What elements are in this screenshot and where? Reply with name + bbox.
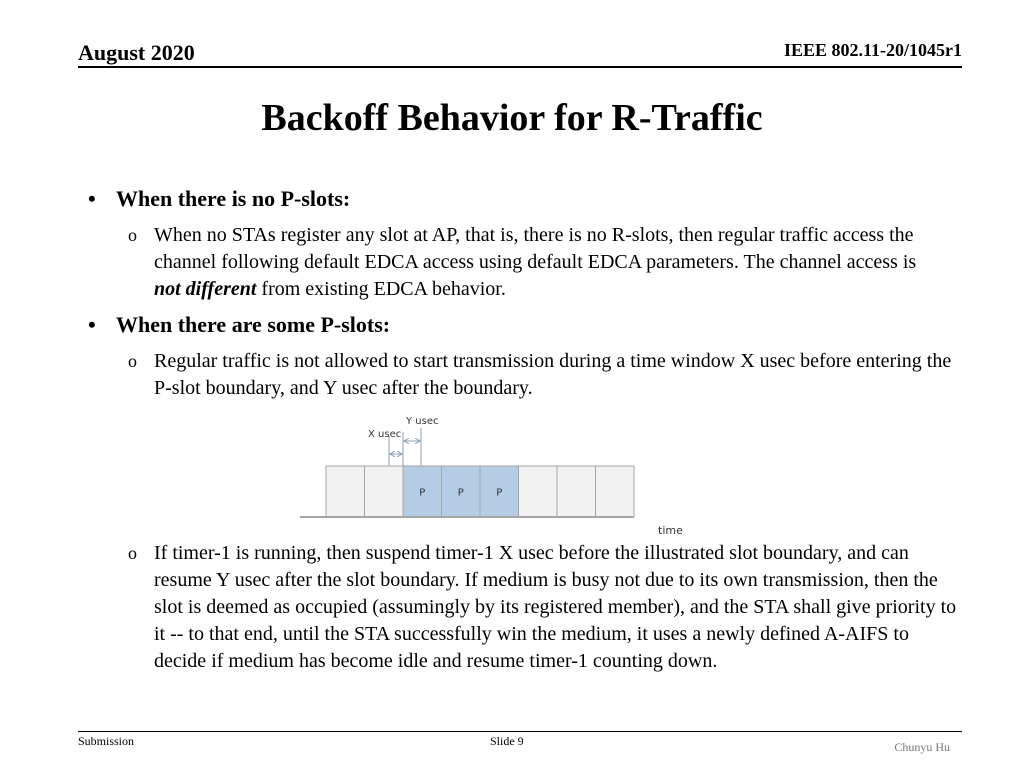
bullet-text: When there is no P-slots: (116, 186, 351, 211)
sub-bullet-circle-icon: o (128, 351, 137, 371)
empty-slot (519, 466, 558, 517)
p-slot-label: P (457, 487, 464, 499)
time-axis-label: time (658, 524, 683, 537)
footer-slide-number: Slide 9 (490, 734, 524, 748)
empty-slot (557, 466, 596, 517)
slide-title: Backoff Behavior for R-Traffic (261, 97, 763, 139)
sub-bullet-circle-icon: o (128, 225, 137, 245)
subbullet-text: Regular traffic is not allowed to start transmission during a time window X usec before entering the P-slot boundary, and Y usec after the boundary. (154, 350, 952, 399)
bullet-some-p-slots (88, 312, 391, 338)
footer-author: Chunyu Hu (894, 740, 950, 754)
empty-slot (326, 466, 365, 517)
bullet-text: When there are some P-slots: (116, 312, 391, 337)
p-slot-label: P (419, 487, 426, 499)
subbullet-text: When no STAs register any slot at AP, that is, there is no R-slots, then regular traffic access the channel following default EDCA access using default EDCA parameters. The channel access is (154, 224, 917, 273)
subbullet-regular-traffic (128, 348, 964, 402)
bullet-dot-icon: • (88, 312, 96, 337)
x-usec-label: X usec (368, 429, 402, 440)
y-usec-label: Y usec (406, 416, 439, 427)
empty-slot (365, 466, 404, 517)
document-id: IEEE 802.11-20/1045r1 (783, 40, 962, 60)
subbullet-timer-1 (128, 540, 964, 675)
bullet-dot-icon: • (88, 186, 96, 211)
p-slot-label: P (496, 487, 503, 499)
subbullet-no-slots-detail (128, 222, 944, 303)
empty-slot (596, 466, 635, 517)
slot-timing-diagram (300, 410, 700, 540)
bullet-no-p-slots (88, 186, 351, 212)
sub-bullet-circle-icon: o (128, 543, 137, 563)
footer-divider (78, 731, 962, 732)
subbullet-text-end: from existing EDCA behavior. (256, 278, 506, 300)
emphasis-text: not different (154, 278, 257, 300)
header-divider (78, 66, 962, 68)
subbullet-text: If timer-1 is running, then suspend timer-1 X usec before the illustrated slot boundary, and can resume Y usec after the slot boundary. If medium is busy not due to its own transmission, then the slot is deemed as occupied (assumingly by its registered member), and the STA shall give priority to it -- to that end, until the STA successfully win the medium, it uses a newly defined A-AIFS to decide if medium has become idle and resume timer-1 counting down. (154, 542, 957, 672)
header-date: August 2020 (78, 40, 195, 65)
footer-submission: Submission (78, 734, 135, 748)
